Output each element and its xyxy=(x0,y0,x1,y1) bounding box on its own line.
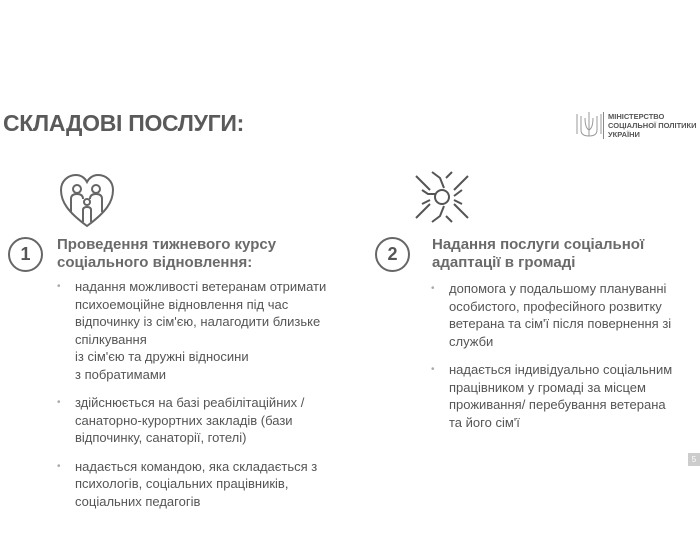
joined-hands-icon xyxy=(412,168,472,226)
heading-line: Надання послуги соціальної xyxy=(432,236,645,253)
step-number-1: 1 xyxy=(8,237,43,272)
logo-line: УКРАЇНИ xyxy=(608,129,640,139)
section-1-bullets xyxy=(57,278,337,521)
bullet-item: • надається командою, яка складається з психологів, соціальних працівників, соціальних педагогів xyxy=(57,458,337,511)
slide-title: СКЛАДОВІ ПОСЛУГИ: xyxy=(3,110,244,136)
family-heart-icon xyxy=(58,172,116,230)
section-1-heading xyxy=(57,236,276,272)
logo-line: МІНІСТЕРСТВО xyxy=(608,111,665,121)
bullet-item: • надання можливості ветеранам отримати психоемоційне відновлення під час відпочинку із сім'єю, налагодити близьке спілкування із сім'єю та дружні відносини з побратимами xyxy=(57,278,337,383)
heading-line: Проведення тижневого курсу xyxy=(57,236,277,253)
trident-emblem-icon xyxy=(575,110,603,140)
section-2-bullets xyxy=(431,280,681,442)
bullet-item: • допомога у подальшому плануванні особистого, професійного розвитку ветерана та сім'ї після повернення зі служби xyxy=(431,280,681,350)
ministry-logo xyxy=(575,110,697,140)
bullet-item: • здійснюється на базі реабілітаційних / санаторно-курортних закладів (бази відпочинку, санаторії, готелі) xyxy=(57,394,337,447)
bullet-item: • надається індивідуально соціальним працівником у громаді за місцем проживання/ перебування ветерана та його сім'ї xyxy=(431,361,681,431)
logo-line: СОЦІАЛЬНОЇ ПОЛІТИКИ xyxy=(608,120,697,130)
step-number-2: 2 xyxy=(375,237,410,272)
page-number: 5 xyxy=(688,453,700,466)
heading-line: соціального відновлення: xyxy=(57,254,253,271)
heading-line: адаптації в громаді xyxy=(432,254,576,271)
section-2-heading xyxy=(432,236,644,272)
